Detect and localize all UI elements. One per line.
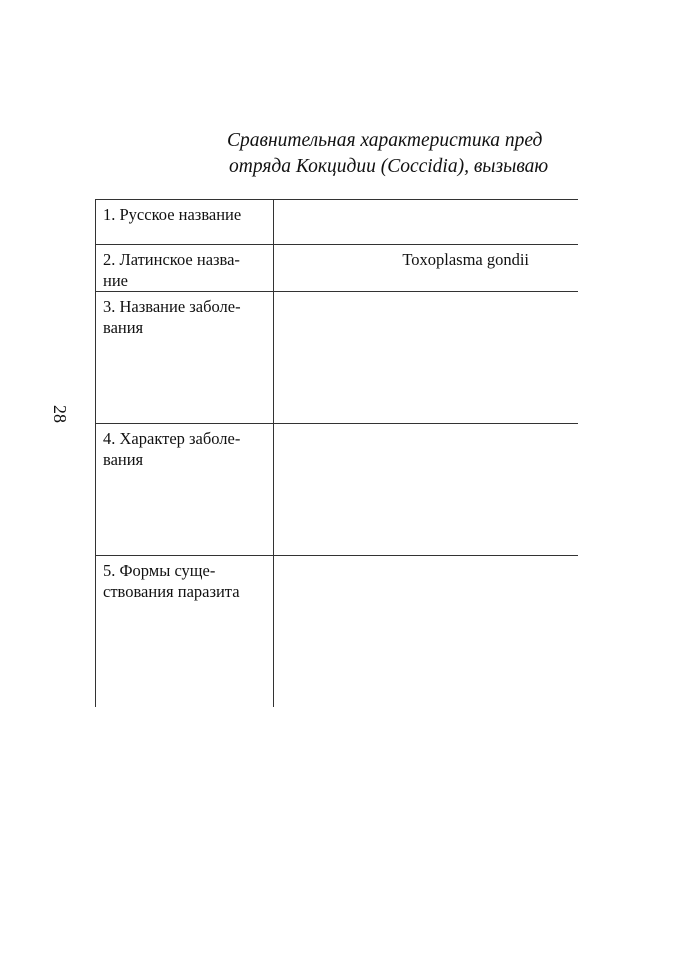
table-title-line-1: Сравнительная характеристика пред — [227, 130, 543, 151]
table-row — [96, 424, 579, 556]
row-label-latin-name: 2. Латинское назва- ние — [96, 245, 274, 292]
row-value-cell — [274, 245, 578, 292]
page-number: 28 — [50, 405, 70, 423]
row-label-disease-name: 3. Название заболе- вания — [96, 292, 274, 424]
table-row — [96, 245, 579, 292]
row-label-disease-character: 4. Характер заболе- вания — [96, 424, 274, 556]
comparison-table — [95, 199, 578, 707]
row-label-parasite-forms: 5. Формы суще- ствования паразита — [96, 556, 274, 708]
row-value-russian-name — [274, 200, 578, 204]
row-value-cell — [274, 556, 578, 708]
comparison-table-container — [95, 199, 578, 707]
table-row — [96, 292, 579, 424]
row-label-russian-name: 1. Русское название — [96, 200, 274, 245]
row-value-cell — [274, 424, 578, 556]
row-value-cell — [274, 292, 578, 424]
row-value-cell — [274, 200, 578, 245]
row-value-disease-name — [274, 292, 578, 296]
table-title-line-2: отряда Кокцидии (Coccidia), вызываю — [229, 156, 549, 177]
table-row — [96, 200, 579, 245]
row-value-disease-character — [274, 424, 578, 428]
table-row — [96, 556, 579, 708]
row-value-parasite-forms — [274, 556, 578, 560]
row-value-latin-name: Toxoplasma gondii — [402, 250, 530, 269]
